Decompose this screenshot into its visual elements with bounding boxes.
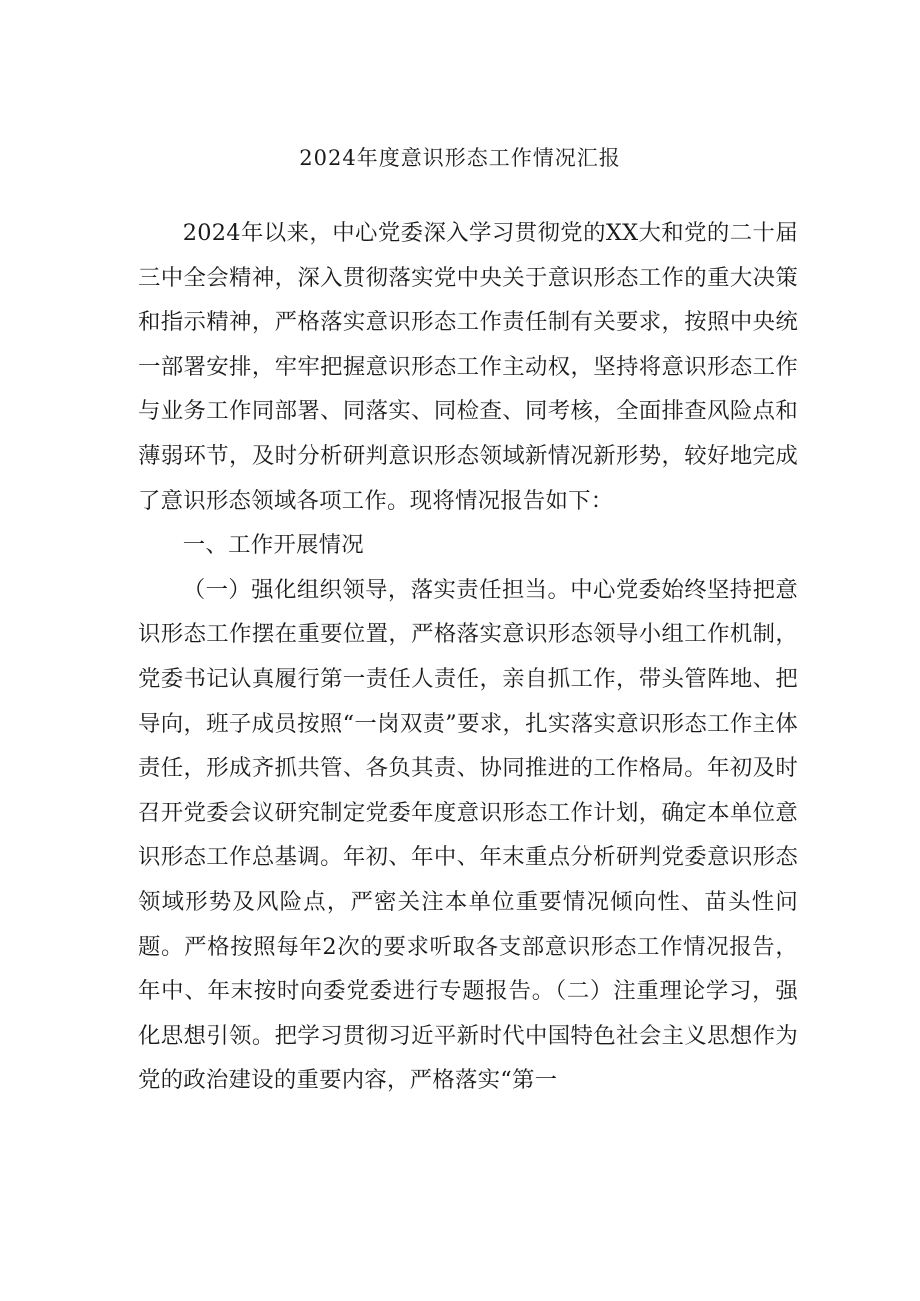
document-title: 2024年度意识形态工作情况汇报: [299, 146, 621, 170]
intro-paragraph: 2024年以来，中心党委深入学习贯彻党的XX大和党的二十届三中全会精神，深入贯彻落实党中央关于意识形态工作的重大决策和指示精神，严格落实意识形态工作责任制有关要求，按照中央统一部署安排，牢牢把握意识形态工作主动权，坚持将意识形态工作与业务工作同部署、同落实、同检查、同考核，全面排查风险点和薄弱环节，及时分析研判意识形态领域新情况新形势，较好地完成了意识形态领域各项工作。现将情况报告如下：: [138, 220, 798, 514]
document-body: [138, 211, 798, 1103]
section-paragraph: （一）强化组织领导，落实责任担当。中心党委始终坚持把意识形态工作摆在重要位置，严格落实意识形态领导小组工作机制，党委书记认真履行第一责任人责任，亲自抓工作，带头管阵地、把导向，班子成员按照“一岗双责”要求，扎实落实意识形态工作主体责任，形成齐抓共管、各负其责、协同推进的工作格局。年初及时召开党委会议研究制定党委年度意识形态工作计划，确定本单位意识形态工作总基调。年初、年中、年末重点分析研判党委意识形态领域形势及风险点，严密关注本单位重要情况倾向性、苗头性问题。严格按照每年2次的要求听取各支部意识形态工作情况报告，年中、年末按时向委党委进行专题报告。（二）注重理论学习，强化思想引领。把学习贯彻习近平新时代中国特色社会主义思想作为党的政治建设的重要内容，严格落实“第一: [138, 576, 798, 1094]
section-heading: 一、工作开展情况: [182, 532, 364, 559]
